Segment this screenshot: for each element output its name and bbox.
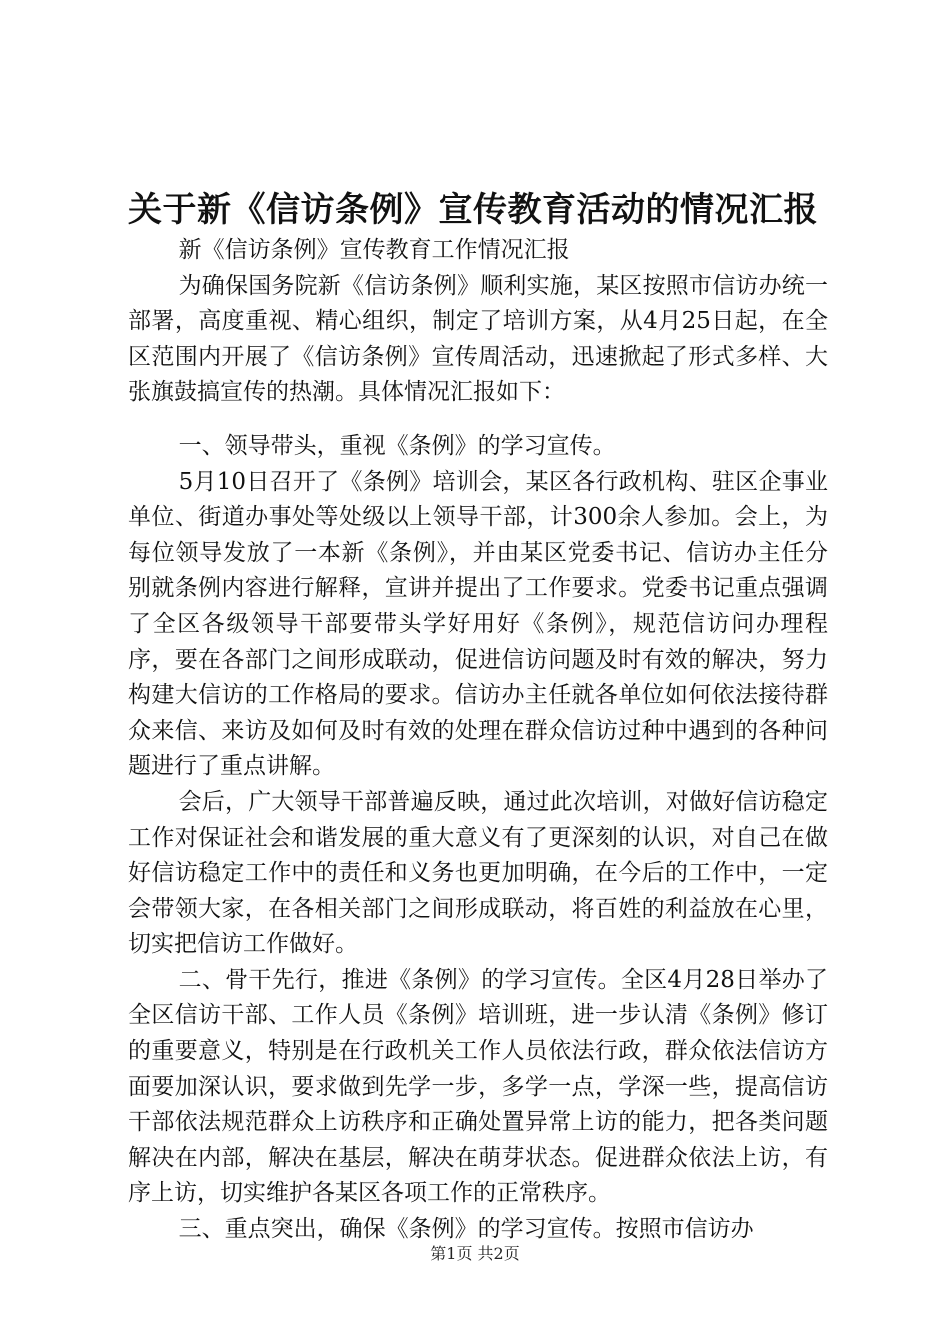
section-two-paragraph: 二、骨干先行，推进《条例》的学习宣传。全区4月28日举办了全区信访干部、工作人员《条例》培训班，进一步认清《条例》修订的重要意义，特别是在行政机关工作人员依法行政，群众依法信访方面要加深认识，要求做到先学一步，多学一点，学深一些，提高信访干部依法规范群众上访秩序和正确处置异常上访的能力，把各类问题解决在内部，解决在基层，解决在萌芽状态。促进群众依法上访，有序上访，切实维护各某区各项工作的正常秩序。 (128, 966, 828, 1207)
subtitle-paragraph: 新《信访条例》宣传教育工作情况汇报 (178, 237, 570, 263)
feedback-paragraph: 会后，广大领导干部普遍反映，通过此次培训，对做好信访稳定工作对保证社会和谐发展的重大意义有了更深刻的认识，对自己在做好信访稳定工作中的责任和义务也更加明确，在今后的工作中，一定会带领大家，在各相关部门之间形成联动，将百姓的利益放在心里，切实把信访工作做好。 (128, 788, 828, 958)
section-one-heading: 一、领导带头，重视《条例》的学习宣传。 (178, 432, 616, 459)
intro-paragraph: 为确保国务院新《信访条例》顺利实施，某区按照市信访办统一部署，高度重视、精心组织，制定了培训方案，从4月25日起，在全区范围内开展了《信访条例》宣传周活动，迅速掀起了形式多样、大张旗鼓搞宣传的热潮。具体情况汇报如下： (128, 272, 828, 406)
document-body (128, 233, 828, 1248)
page-number-footer: 第1页 共2页 (430, 1244, 520, 1263)
section-three-paragraph: 三、重点突出，确保《条例》的学习宣传。按照市信访办 (178, 1216, 754, 1243)
section-one-paragraph: 5月10日召开了《条例》培训会，某区各行政机构、驻区企事业单位、街道办事处等处级以上领导干部，计300余人参加。会上，为每位领导发放了一本新《条例》，并由某区党委书记、信访办主任分别就条例内容进行解释，宣讲并提出了工作要求。党委书记重点强调了全区各级领导干部要带头学好用好《条例》，规范信访问办理程序，要在各部门之间形成联动，促进信访问题及时有效的解决，努力构建大信访的工作格局的要求。信访办主任就各单位如何依法接待群众来信、来访及如何及时有效的处理在群众信访过种中遇到的各种问题进行了重点讲解。 (128, 468, 828, 780)
document-title: 关于新《信访条例》宣传教育活动的情况汇报 (128, 190, 818, 230)
